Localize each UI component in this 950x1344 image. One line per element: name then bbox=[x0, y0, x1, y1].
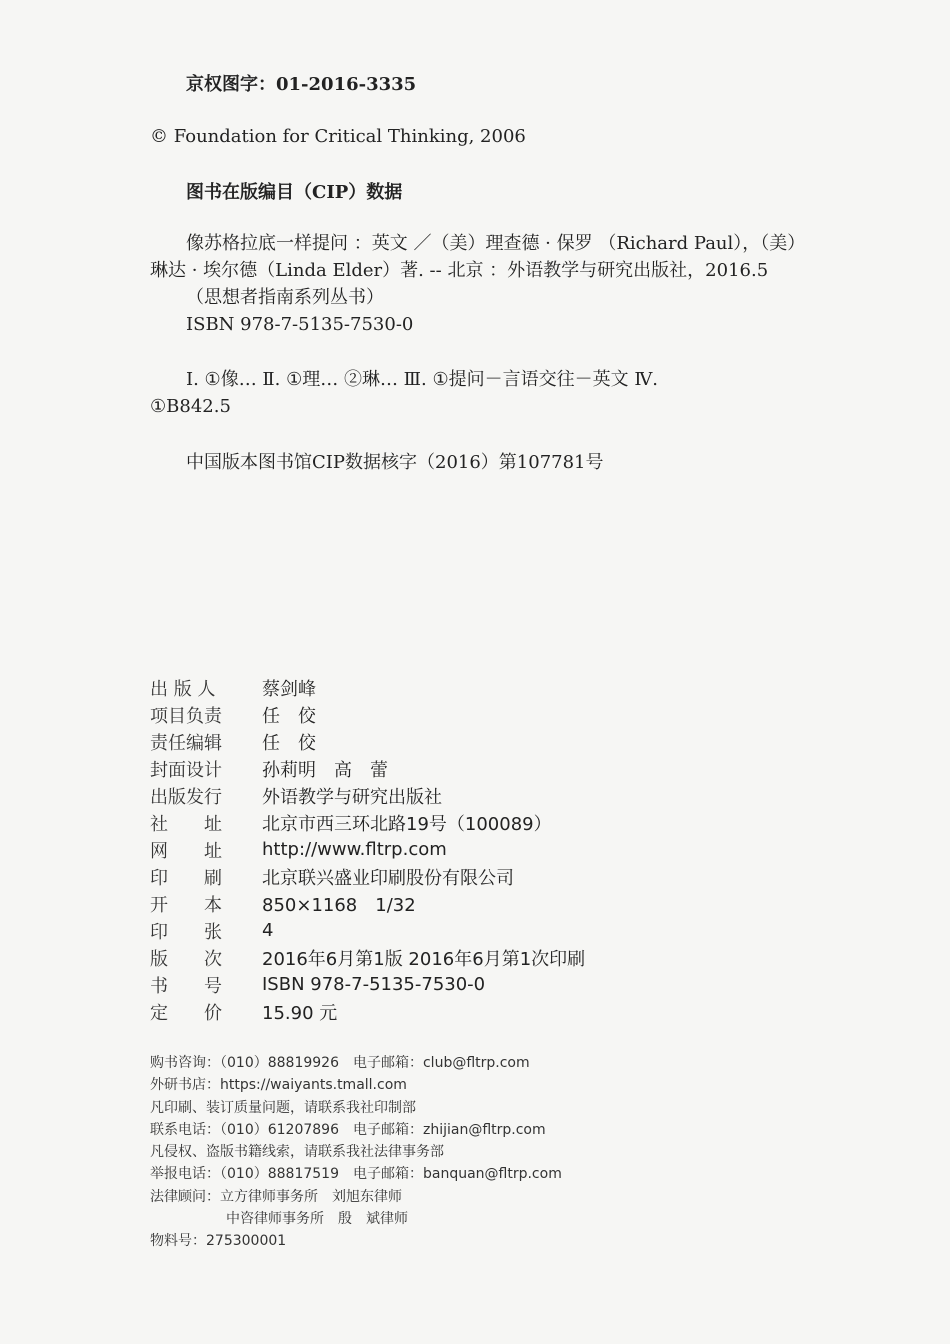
credit-value: 任 佼 bbox=[262, 705, 316, 727]
credit-label: 封面设计 bbox=[150, 759, 222, 781]
cip-line: （思想者指南系列丛书） bbox=[186, 287, 384, 308]
classification-line: ①B842.5 bbox=[150, 396, 231, 417]
credit-label: 项目负责 bbox=[150, 705, 222, 727]
credit-row bbox=[150, 917, 585, 944]
contact-info bbox=[150, 1052, 562, 1253]
credit-label: 责任编辑 bbox=[150, 732, 222, 754]
credit-row bbox=[150, 971, 585, 998]
publication-credits bbox=[150, 674, 585, 1025]
contact-line: 外研书店：https://waiyants.tmall.com bbox=[150, 1077, 407, 1094]
credit-value: 蔡剑峰 bbox=[262, 678, 316, 700]
credit-label: 网 址 bbox=[150, 840, 222, 862]
cip-heading: 图书在版编目（CIP）数据 bbox=[186, 182, 403, 203]
credit-value: ISBN 978-7-5135-7530-0 bbox=[262, 974, 486, 995]
credit-label: 书 号 bbox=[150, 975, 222, 997]
credit-row bbox=[150, 728, 585, 755]
credit-value: 北京市西三环北路19号（100089） bbox=[262, 813, 552, 835]
website-link[interactable]: http://www.fltrp.com bbox=[262, 839, 447, 860]
contact-line: 法律顾问：立方律师事务所 刘旭东律师 bbox=[150, 1188, 402, 1205]
credit-value: 北京联兴盛业印刷股份有限公司 bbox=[262, 867, 514, 889]
contact-line: 联系电话：（010）61207896 电子邮箱：zhijian@fltrp.com bbox=[150, 1121, 546, 1138]
credit-row bbox=[150, 863, 585, 890]
credit-value: 2016年6月第1版 2016年6月第1次印刷 bbox=[262, 948, 586, 970]
credit-value: 孙莉明 高 蕾 bbox=[262, 759, 388, 781]
credit-value: 850×1168 1/32 bbox=[262, 894, 416, 916]
credit-value: 15.90 元 bbox=[262, 1002, 338, 1024]
credit-row bbox=[150, 944, 585, 971]
credit-label: 出 版 人 bbox=[150, 678, 216, 700]
credit-label: 出版发行 bbox=[150, 786, 222, 808]
contact-line: 物料号：275300001 bbox=[150, 1233, 287, 1250]
cip-line: ISBN 978-7-5135-7530-0 bbox=[186, 314, 414, 335]
contact-line: 购书咨询：（010）88819926 电子邮箱：club@fltrp.com bbox=[150, 1055, 530, 1071]
classification-line: Ⅰ. ①像… Ⅱ. ①理… ②琳… Ⅲ. ①提问－言语交往－英文 Ⅳ. bbox=[186, 369, 659, 390]
credit-label: 版 次 bbox=[150, 948, 222, 970]
cip-verification: 中国版本图书馆CIP数据核字（2016）第107781号 bbox=[186, 452, 604, 473]
contact-line: 凡印刷、装订质量问题，请联系我社印制部 bbox=[150, 1099, 416, 1116]
credit-row bbox=[150, 890, 585, 917]
classification-record bbox=[150, 366, 840, 420]
credit-value: 外语教学与研究出版社 bbox=[262, 786, 442, 808]
cip-line: 琳达 · 埃尔德（Linda Elder）著. -- 北京 ：外语教学与研究出版社，2016.5 bbox=[150, 260, 769, 281]
credit-row bbox=[150, 782, 585, 809]
credit-row bbox=[150, 674, 585, 701]
credit-value: 任 佼 bbox=[262, 732, 316, 754]
credit-row bbox=[150, 998, 585, 1025]
credit-row bbox=[150, 755, 585, 782]
cip-record bbox=[150, 230, 840, 338]
copyright-notice: © Foundation for Critical Thinking, 2006 bbox=[150, 126, 526, 147]
credit-row bbox=[150, 809, 585, 836]
copyright-permit-number: 京权图字：01-2016-3335 bbox=[186, 74, 417, 95]
credit-label: 印 张 bbox=[150, 921, 222, 943]
contact-line: 凡侵权、盗版书籍线索，请联系我社法律事务部 bbox=[150, 1144, 444, 1161]
credit-label: 开 本 bbox=[150, 894, 222, 916]
credit-label: 印 刷 bbox=[150, 867, 222, 889]
contact-line: 中咨律师事务所 殷 斌律师 bbox=[226, 1211, 408, 1228]
credit-value: 4 bbox=[262, 920, 274, 941]
credit-label: 社 址 bbox=[150, 813, 222, 835]
contact-line: 举报电话：（010）88817519 电子邮箱：banquan@fltrp.com bbox=[150, 1166, 562, 1183]
credit-row bbox=[150, 836, 585, 863]
cip-line: 像苏格拉底一样提问 ：英文 ／（美）理查德 · 保罗 （Richard Paul），（美） bbox=[186, 233, 806, 254]
credit-row bbox=[150, 701, 585, 728]
credit-label: 定 价 bbox=[150, 1002, 222, 1024]
